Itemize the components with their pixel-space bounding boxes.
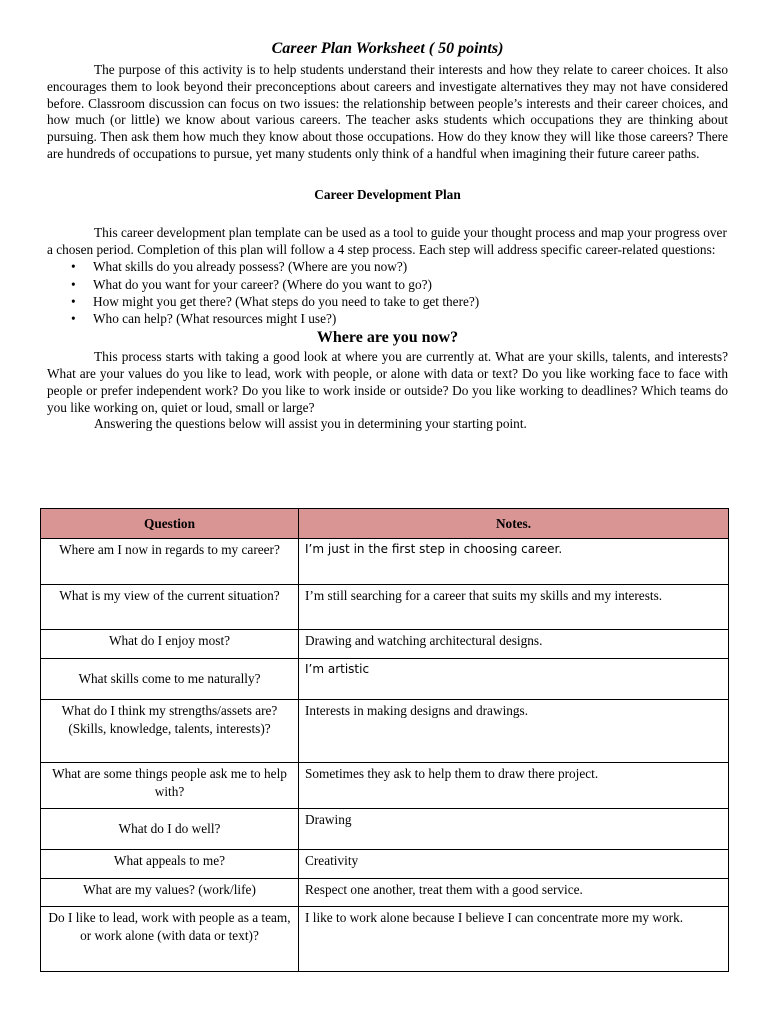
notes-cell[interactable]: Interests in making designs and drawings. xyxy=(299,700,729,763)
question-cell: What do I think my strengths/assets are? (Skills, knowledge, talents, interests)? xyxy=(41,700,299,763)
table-row xyxy=(41,630,729,659)
question-cell: Do I like to lead, work with people as a team, or work alone (with data or text)? xyxy=(41,907,299,972)
question-cell: What are some things people ask me to help with? xyxy=(41,763,299,809)
list-item xyxy=(71,310,728,327)
where-paragraph: This process starts with taking a good look at where you are currently at. What are your skills, talents, and interests? What are your values do you like to lead, work with people, or alone with data or text? Do you like working face to face with people or prefer independent work? Do you like to work inside or outside? Do you like working to deadlines? Which teams do you like working on, quiet or loud, small or large? xyxy=(47,349,728,415)
table-row xyxy=(41,879,729,907)
list-item xyxy=(71,293,728,310)
notes-cell[interactable]: Respect one another, treat them with a good service. xyxy=(299,879,729,907)
page-title: Career Plan Worksheet ( 50 points) xyxy=(271,40,504,57)
table-row xyxy=(41,585,729,630)
table-row xyxy=(41,700,729,763)
table-row xyxy=(41,907,729,972)
question-cell: What do I do well? xyxy=(41,809,299,850)
question-cell: Where am I now in regards to my career? xyxy=(41,539,299,585)
answer-instructions: Answering the questions below will assist you in determining your starting point. xyxy=(94,416,527,432)
list-item-text: How might you get there? (What steps do you need to take to get there?) xyxy=(93,293,480,309)
list-item xyxy=(71,258,728,275)
table-row xyxy=(41,809,729,850)
list-item-text: What do you want for your career? (Where do you want to go?) xyxy=(93,276,432,292)
notes-cell[interactable]: I like to work alone because I believe I can concentrate more my work. xyxy=(299,907,729,972)
intro-paragraph: The purpose of this activity is to help students understand their interests and how they relate to career choices. It also encourages them to look beyond their preconceptions about careers and investigate alternatives they may not have considered before. Classroom discussion can focus on two issues: the relationship between people’s interests and their career choices, and how much (or little) we know about various careers. The teacher asks students which occupations they are thinking about pursuing. Then ask them how much they know about those occupations. How do they know they will like those careers? There are hundreds of occupations to pursue, yet many students only think of a handful when imagining their future career paths. xyxy=(47,62,728,161)
step-list xyxy=(47,258,728,327)
notes-cell[interactable]: I’m just in the first step in choosing career. xyxy=(299,539,729,585)
question-cell: What do I enjoy most? xyxy=(41,630,299,659)
table-row xyxy=(41,850,729,879)
notes-cell[interactable]: Drawing and watching architectural designs. xyxy=(299,630,729,659)
header-question: Question xyxy=(41,509,299,539)
section-heading: Career Development Plan xyxy=(314,186,461,202)
question-cell: What is my view of the current situation? xyxy=(41,585,299,630)
question-cell: What skills come to me naturally? xyxy=(41,659,299,700)
question-table xyxy=(40,508,729,972)
bullet-icon: • xyxy=(71,293,76,309)
table-row xyxy=(41,763,729,809)
list-item xyxy=(71,276,728,293)
plan-paragraph: This career development plan template can be used as a tool to guide your thought process and map your progress over a chosen period. Completion of this plan will follow a 4 step process. Each step will address specific career-related questions: xyxy=(47,224,727,257)
notes-cell[interactable]: Creativity xyxy=(299,850,729,879)
table-header-row xyxy=(41,509,729,539)
header-notes: Notes. xyxy=(299,509,729,539)
notes-cell[interactable]: I’m still searching for a career that suits my skills and my interests. xyxy=(299,585,729,630)
where-heading: Where are you now? xyxy=(316,329,459,347)
list-item-text: Who can help? (What resources might I use?) xyxy=(93,310,337,326)
question-cell: What are my values? (work/life) xyxy=(41,879,299,907)
notes-cell[interactable]: Drawing xyxy=(299,809,729,850)
bullet-icon: • xyxy=(71,259,76,275)
table-row xyxy=(41,659,729,700)
table-row xyxy=(41,539,729,585)
question-cell: What appeals to me? xyxy=(41,850,299,879)
bullet-icon: • xyxy=(71,276,76,292)
notes-cell[interactable]: I’m artistic xyxy=(299,659,729,700)
list-item-text: What skills do you already possess? (Where are you now?) xyxy=(93,259,408,275)
notes-cell[interactable]: Sometimes they ask to help them to draw there project. xyxy=(299,763,729,809)
bullet-icon: • xyxy=(71,310,76,326)
